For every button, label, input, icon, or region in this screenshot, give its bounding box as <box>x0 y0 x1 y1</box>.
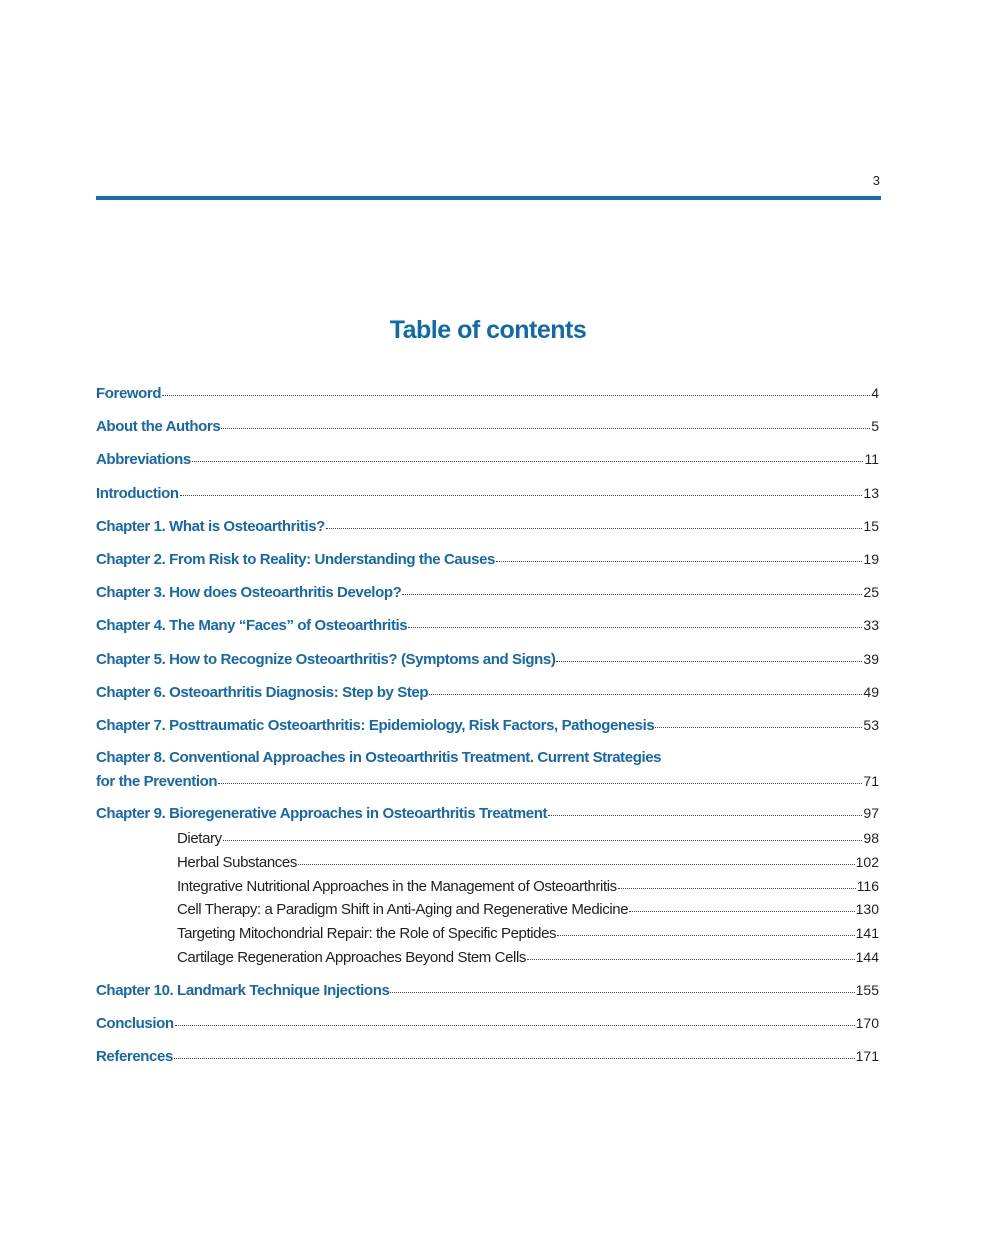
dot-leader <box>556 661 862 662</box>
toc-entry[interactable] <box>96 980 879 1013</box>
dot-leader <box>221 428 870 429</box>
toc-entry-label: Chapter 3. How does Osteoarthritis Develop? <box>96 584 402 602</box>
dot-leader <box>223 840 863 841</box>
toc-entry-label: Foreword <box>96 385 162 402</box>
toc-entry-label: Chapter 8. Conventional Approaches in Osteoarthritis Treatment. Current Strategies <box>96 749 662 767</box>
toc-entry-page: 49 <box>863 683 879 700</box>
dot-leader <box>402 594 862 595</box>
toc-entry-page: 25 <box>863 584 879 601</box>
toc-subentry[interactable] <box>96 876 879 900</box>
toc-entry-page: 170 <box>855 1015 879 1032</box>
toc-entry[interactable] <box>96 516 879 549</box>
toc-entry-page: 102 <box>855 853 879 870</box>
toc-entry-page: 116 <box>856 877 879 894</box>
toc-entry-label: Chapter 6. Osteoarthritis Diagnosis: Step by Step <box>96 683 429 701</box>
toc-entry-chapter-8[interactable] <box>96 748 879 792</box>
toc-entry-label: Cell Therapy: a Paradigm Shift in Anti-Aging and Regenerative Medicine <box>177 901 629 919</box>
toc-entry[interactable] <box>96 383 879 416</box>
toc-entry-label: About the Authors <box>96 418 221 436</box>
toc-entry-label: Chapter 5. How to Recognize Osteoarthritis? (Symptoms and Signs) <box>96 650 556 668</box>
toc-entry-chapter-9[interactable] <box>96 803 879 828</box>
toc-entry-page: 144 <box>855 949 879 966</box>
toc-entry[interactable] <box>96 649 879 682</box>
toc-entry-page: 13 <box>863 484 879 501</box>
toc-entry-page: 155 <box>855 981 879 998</box>
dot-leader <box>326 528 862 529</box>
toc-subentry[interactable] <box>96 852 879 876</box>
toc-entry-page: 33 <box>863 617 879 634</box>
toc-entry-label: Cartilage Regeneration Approaches Beyond Stem Cells <box>177 949 526 967</box>
dot-leader <box>175 1025 855 1026</box>
toc-entry-page: 98 <box>863 830 879 847</box>
dot-leader <box>298 864 855 865</box>
dot-leader <box>180 495 863 496</box>
toc-entry-label: References <box>96 1048 173 1066</box>
toc-entry-page: 141 <box>855 925 879 942</box>
dot-leader <box>618 888 856 889</box>
toc-entry[interactable] <box>96 582 879 615</box>
toc-entry[interactable] <box>96 1046 879 1079</box>
toc-entry-page: 15 <box>863 517 879 534</box>
toc-subentry[interactable] <box>96 828 879 852</box>
header-rule <box>96 196 881 200</box>
toc-entry-label: Chapter 10. Landmark Technique Injections <box>96 981 390 999</box>
toc-entry[interactable] <box>96 483 879 516</box>
toc-entry-label: Targeting Mitochondrial Repair: the Role of Specific Peptides <box>177 925 557 943</box>
toc-entry-label: Chapter 9. Bioregenerative Approaches in Osteoarthritis Treatment <box>96 805 548 823</box>
toc-entry[interactable] <box>96 416 879 449</box>
dot-leader <box>162 395 870 396</box>
toc-entry-page: 4 <box>871 385 879 401</box>
dot-leader <box>192 461 864 462</box>
dot-leader <box>408 627 862 628</box>
toc-subentry[interactable] <box>96 923 879 947</box>
toc-entry[interactable] <box>96 682 879 715</box>
toc-entry-page: 53 <box>863 716 879 733</box>
dot-leader <box>174 1058 855 1059</box>
toc-entry-page: 39 <box>863 650 879 667</box>
page-number: 3 <box>872 173 880 188</box>
toc-entry-page: 130 <box>855 901 879 918</box>
dot-leader <box>429 694 862 695</box>
dot-leader <box>218 783 862 784</box>
toc-entry-label: Chapter 2. From Risk to Reality: Understanding the Causes <box>96 550 495 568</box>
table-of-contents <box>96 383 879 1079</box>
toc-entry[interactable] <box>96 715 879 748</box>
toc-subentry[interactable] <box>96 899 879 923</box>
toc-entry-label: Chapter 7. Posttraumatic Osteoarthritis: Epidemiology, Risk Factors, Pathogenesis <box>96 716 655 734</box>
toc-entry[interactable] <box>96 449 879 482</box>
toc-entry-label: Abbreviations <box>96 451 191 469</box>
toc-entry-label: Conclusion <box>96 1015 174 1033</box>
toc-entry-page: 97 <box>863 805 879 822</box>
dot-leader <box>527 959 855 960</box>
dot-leader <box>629 911 854 912</box>
toc-entry-label: Chapter 1. What is Osteoarthritis? <box>96 517 325 535</box>
dot-leader <box>548 815 862 816</box>
toc-entry-page: 19 <box>863 550 879 567</box>
chapter-9-subsections <box>96 828 879 971</box>
toc-entry-page: 71 <box>863 773 879 790</box>
dot-leader <box>496 561 862 562</box>
toc-entry-label: Dietary <box>177 830 222 848</box>
toc-entry-page: 5 <box>871 418 879 435</box>
toc-subentry[interactable] <box>96 947 879 971</box>
toc-entry[interactable] <box>96 615 879 648</box>
toc-entry-page: 11 <box>864 451 879 468</box>
toc-entry-label: Herbal Substances <box>177 853 297 871</box>
dot-leader <box>557 935 854 936</box>
dot-leader <box>655 727 862 728</box>
dot-leader <box>390 992 854 993</box>
toc-entry[interactable] <box>96 1013 879 1046</box>
toc-entry-label-continued: for the Prevention <box>96 773 218 791</box>
toc-entry[interactable] <box>96 549 879 582</box>
toc-entry-label: Integrative Nutritional Approaches in the Management of Osteoarthritis <box>177 877 617 895</box>
toc-entry-label: Chapter 4. The Many “Faces” of Osteoarthritis <box>96 617 408 635</box>
toc-entry-page: 171 <box>855 1048 879 1065</box>
page-title: Table of contents <box>389 316 587 344</box>
toc-entry-label: Introduction <box>96 484 179 502</box>
